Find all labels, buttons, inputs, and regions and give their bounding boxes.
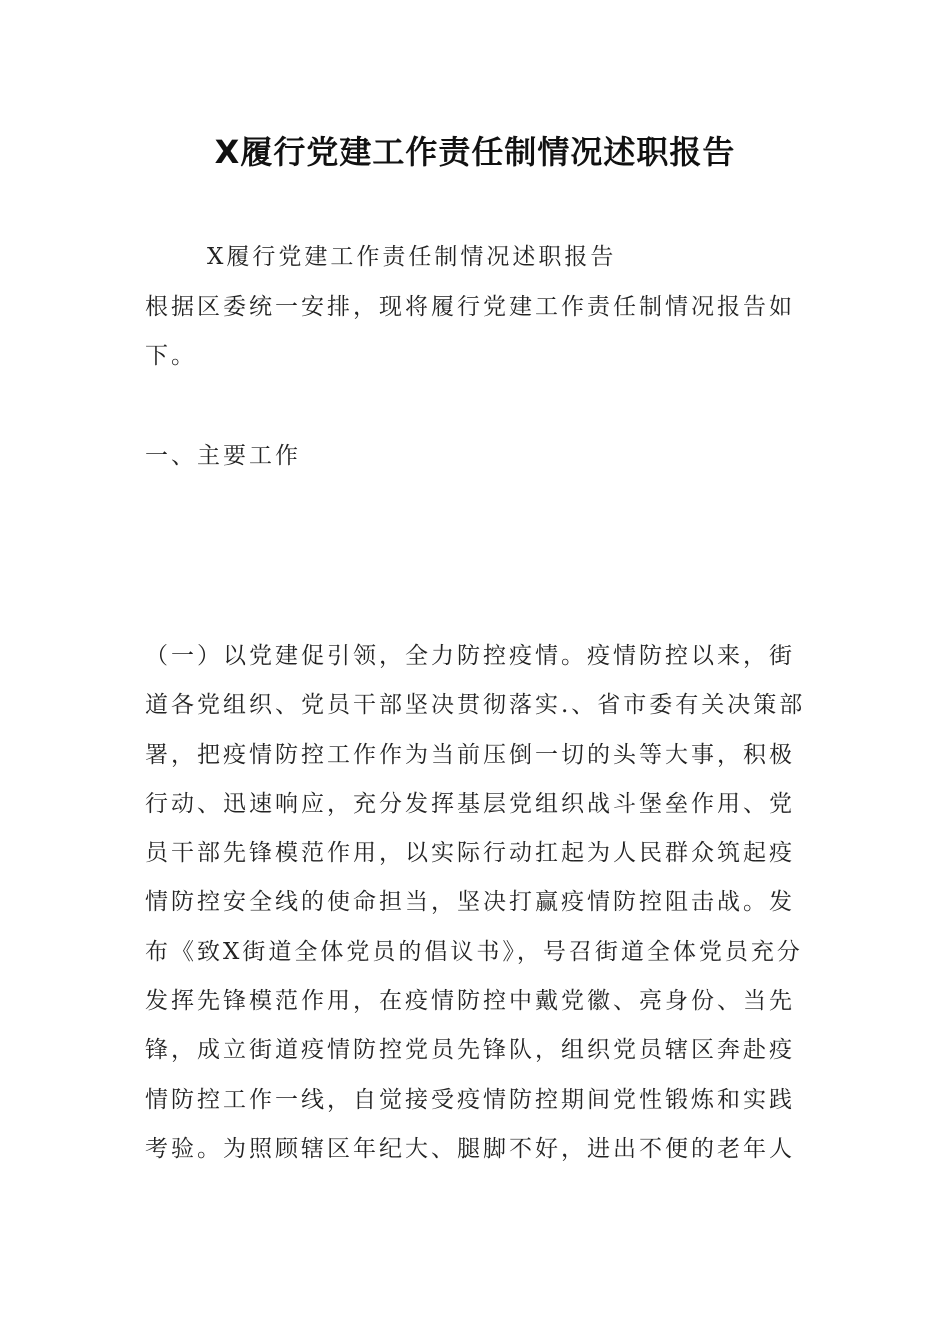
intro-paragraph: 根据区委统一安排，现将履行党建工作责任制情况报告如下。 — [145, 294, 795, 369]
section-heading: 一、主要工作 — [145, 443, 301, 469]
body-paragraph: （一）以党建促引领，全力防控疫情。疫情防控以来，街道各党组织、党员干部坚决贯彻落实.、省市委有关决策部署，把疫情防控工作作为当前压倒一切的头等大事，积极行动、迅速响应，充分发挥基层党组织战斗堡垒作用、党员干部先锋模范作用，以实际行动扛起为人民群众筑起疫情防控安全线的使命担当，坚决打赢疫情防控阻击战。发布《致X街道全体党员的倡议书》，号召街道全体党员充分发挥先锋模范作用，在疫情防控中戴党徽、亮身份、当先锋，成立街道疫情防控党员先锋队，组织党员辖区奔赴疫情防控工作一线，自觉接受疫情防控期间党性锻炼和实践考验。为照顾辖区年纪大、腿脚不好，进出不便的老年人 — [145, 643, 806, 1162]
document-title: X履行党建工作责任制情况述职报告 — [214, 133, 736, 171]
document-subtitle: X履行党建工作责任制情况述职报告 — [207, 244, 617, 270]
